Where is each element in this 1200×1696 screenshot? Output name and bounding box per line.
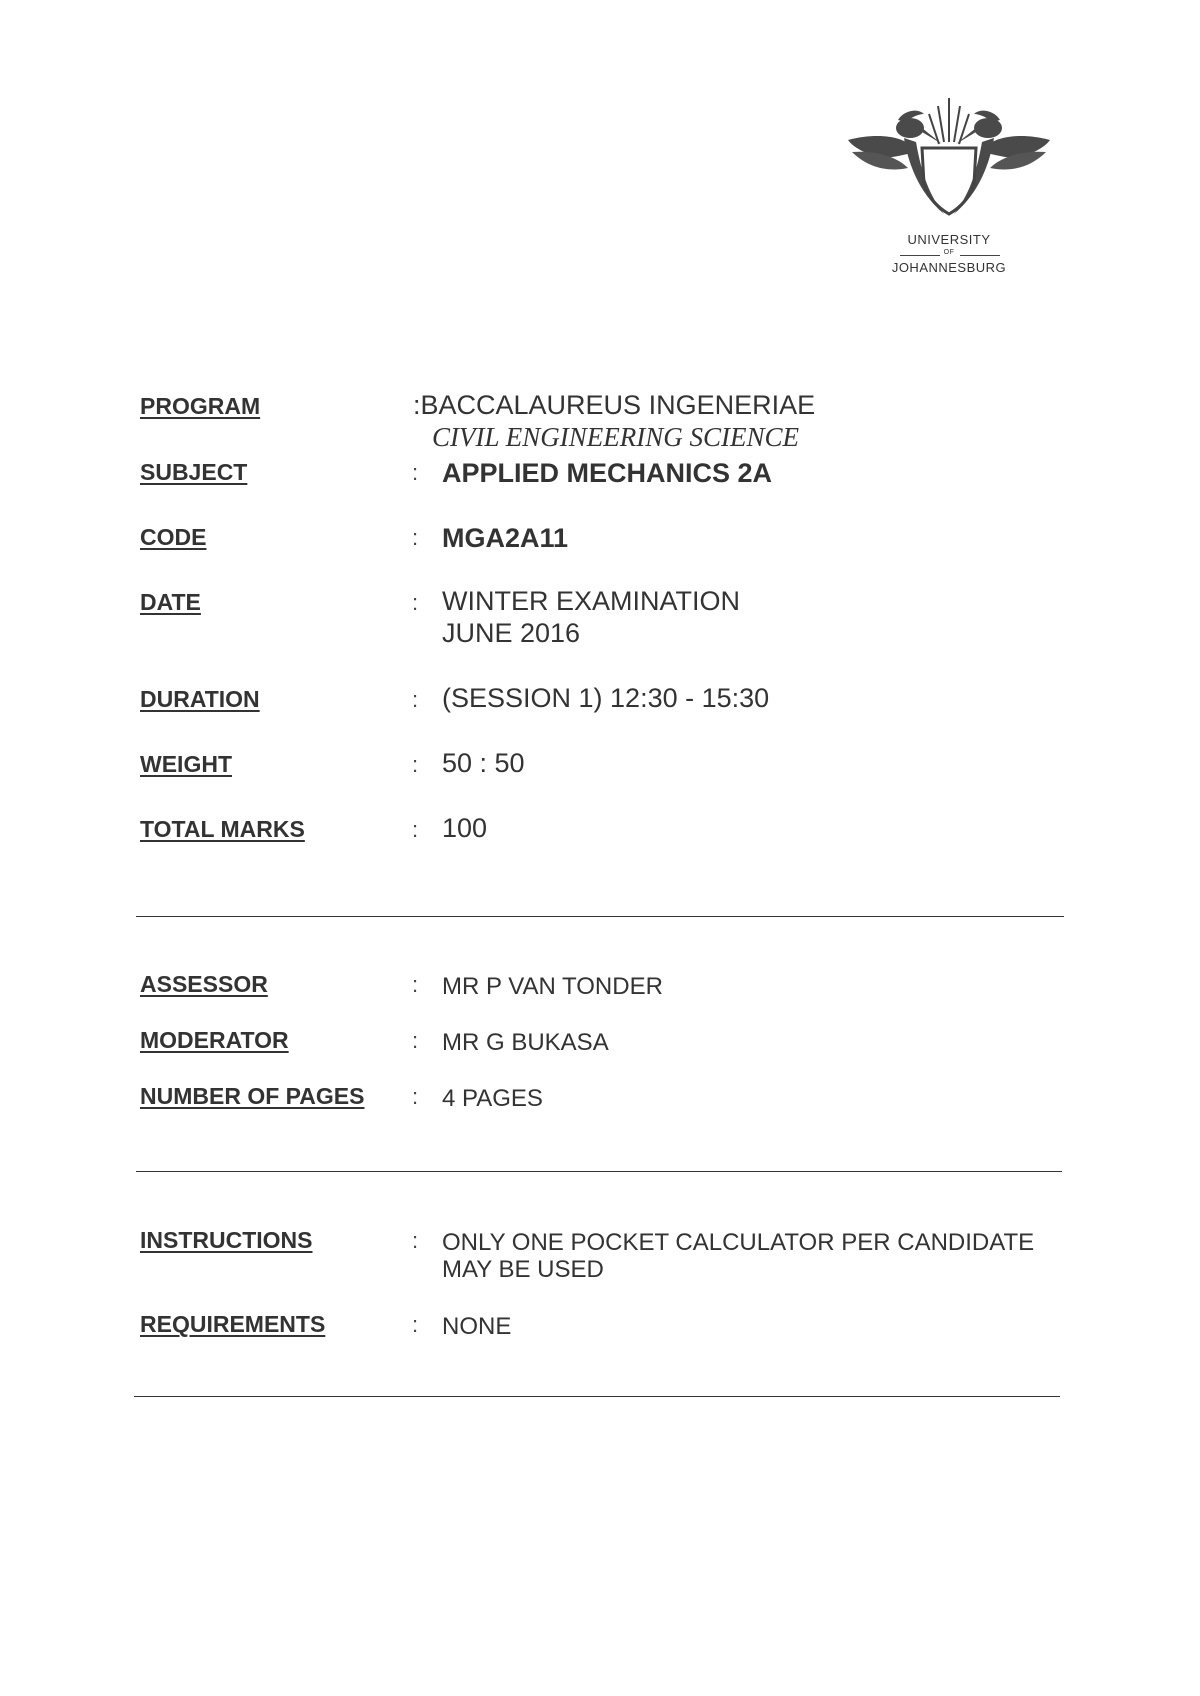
separator: :	[412, 1084, 419, 1109]
separator: :	[412, 687, 419, 712]
label-assessor: ASSESSOR	[140, 971, 268, 997]
value-program-line1: :BACCALAUREUS INGENERIAE	[413, 390, 816, 420]
value-date-line2: JUNE 2016	[442, 618, 581, 648]
separator: :	[412, 590, 419, 615]
logo-line-of: OF	[943, 249, 955, 256]
logo-line-university: UNIVERSITY	[907, 232, 991, 247]
label-subject: SUBJECT	[140, 459, 248, 485]
separator: :	[412, 460, 419, 485]
separator: :	[412, 525, 419, 550]
value-requirements: NONE	[442, 1313, 512, 1340]
label-number-of-pages: NUMBER OF PAGES	[140, 1083, 365, 1109]
value-moderator: MR G BUKASA	[442, 1029, 609, 1056]
value-number-of-pages: 4 PAGES	[442, 1085, 543, 1112]
divider-line	[136, 916, 1064, 917]
label-weight: WEIGHT	[140, 751, 232, 777]
value-total-marks: 100	[442, 813, 488, 843]
label-total-marks: TOTAL MARKS	[140, 816, 305, 842]
university-logo	[838, 92, 1060, 292]
value-subject: APPLIED MECHANICS 2A	[442, 458, 773, 488]
logo-rule-right	[960, 255, 1000, 256]
label-instructions: INSTRUCTIONS	[140, 1227, 313, 1253]
value-program-line2: CIVIL ENGINEERING SCIENCE	[432, 422, 799, 452]
separator: :	[412, 1228, 419, 1253]
value-instructions-line2: MAY BE USED	[442, 1256, 604, 1283]
label-date: DATE	[140, 589, 201, 615]
separator: :	[412, 972, 419, 997]
separator: :	[412, 1312, 419, 1337]
label-duration: DURATION	[140, 686, 260, 712]
value-assessor: MR P VAN TONDER	[442, 973, 663, 1000]
divider-line	[136, 1171, 1062, 1172]
label-code: CODE	[140, 524, 207, 550]
value-date-line1: WINTER EXAMINATION	[442, 586, 741, 616]
divider-line	[134, 1396, 1060, 1397]
value-code: MGA2A11	[442, 523, 569, 553]
separator: :	[412, 1028, 419, 1053]
logo-line-johannesburg: JOHANNESBURG	[891, 260, 1007, 275]
separator: :	[412, 817, 419, 842]
label-requirements: REQUIREMENTS	[140, 1311, 326, 1337]
separator: :	[412, 752, 419, 777]
label-moderator: MODERATOR	[140, 1027, 289, 1053]
birds-crest-icon	[838, 92, 1060, 232]
label-program: PROGRAM	[140, 393, 261, 419]
value-instructions-line1: ONLY ONE POCKET CALCULATOR PER CANDIDATE	[442, 1229, 1035, 1256]
value-duration: (SESSION 1) 12:30 - 15:30	[442, 683, 770, 713]
value-weight: 50 : 50	[442, 748, 525, 778]
